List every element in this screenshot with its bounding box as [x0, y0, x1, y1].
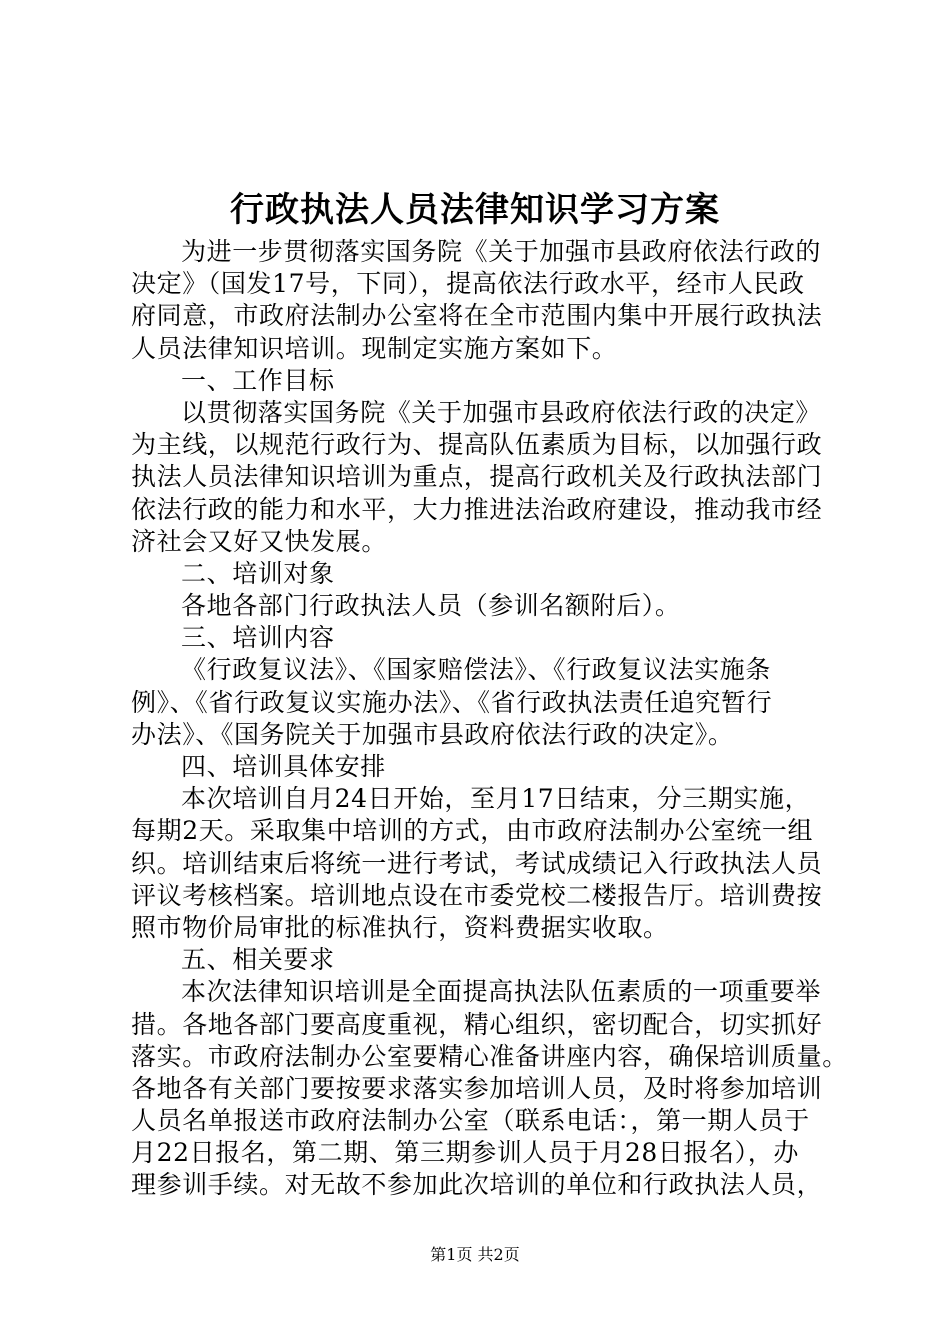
paragraph-line: 府同意，市政府法制办公室将在全市范围内集中开展行政执法 — [131, 301, 823, 331]
paragraph-line: 织。培训结束后将统一进行考试，考试成绩记入行政执法人员 — [131, 848, 823, 878]
paragraph-line: 评议考核档案。培训地点设在市委党校二楼报告厅。培训费按 — [131, 880, 823, 910]
paragraph-line: 照市物价局审批的标准执行，资料费据实收取。 — [131, 912, 669, 942]
section-heading: 二、培训对象 — [181, 558, 335, 588]
paragraph-line: 月22日报名，第二期、第三期参训人员于月28日报名），办 — [131, 1138, 799, 1168]
paragraph-line: 各地各部门行政执法人员（参训名额附后）。 — [181, 591, 681, 621]
document-title: 行政执法人员法律知识学习方案 — [230, 190, 720, 230]
paragraph-line: 人员名单报送市政府法制办公室（联系电话：，第一期人员于 — [131, 1106, 810, 1136]
paragraph-line: 措。各地各部门要高度重视，精心组织，密切配合，切实抓好 — [131, 1009, 823, 1039]
paragraph-line: 办法》、《国务院关于加强市县政府依法行政的决定》。 — [131, 719, 734, 749]
paragraph-line: 人员法律知识培训。现制定实施方案如下。 — [131, 333, 618, 363]
paragraph-line: 本次培训自月24日开始，至月17日结束，分三期实施， — [181, 784, 811, 814]
paragraph-line: 为进一步贯彻落实国务院《关于加强市县政府依法行政的 — [181, 237, 822, 266]
paragraph-line: 济社会又好又快发展。 — [131, 526, 388, 556]
section-heading: 四、培训具体安排 — [181, 752, 386, 781]
paragraph-line: 为主线，以规范行政行为、提高队伍素质为目标，以加强行政 — [131, 430, 823, 460]
paragraph-line: 依法行政的能力和水平，大力推进法治政府建设，推动我市经 — [131, 494, 823, 524]
paragraph-line: 每期2天。采取集中培训的方式，由市政府法制办公室统一组 — [131, 816, 814, 846]
paragraph-line: 本次法律知识培训是全面提高执法队伍素质的一项重要举 — [181, 977, 822, 1007]
paragraph-line: 执法人员法律知识培训为重点，提高行政机关及行政执法部门 — [131, 462, 823, 492]
paragraph-line: 各地各有关部门要按要求落实参加培训人员，及时将参加培训 — [131, 1073, 823, 1103]
section-heading: 一、工作目标 — [181, 365, 335, 395]
paragraph-line: 理参训手续。对无故不参加此次培训的单位和行政执法人员， — [131, 1170, 823, 1200]
paragraph-line: 《行政复议法》、《国家赔偿法》、《行政复议法实施条 — [181, 655, 772, 685]
section-heading: 五、相关要求 — [181, 945, 335, 975]
page-footer: 第1页 共2页 — [430, 1245, 520, 1264]
section-heading: 三、培训内容 — [181, 623, 335, 653]
paragraph-line: 决定》（国发17号，下同），提高依法行政水平，经市人民政 — [131, 269, 805, 299]
paragraph-line: 落实。市政府法制办公室要精心准备讲座内容，确保培训质量。 — [131, 1041, 848, 1071]
document-body — [131, 236, 847, 1202]
paragraph-line: 以贯彻落实国务院《关于加强市县政府依法行政的决定》 — [181, 397, 822, 427]
paragraph-line: 例》、《省行政复议实施办法》、《省行政执法责任追究暂行 — [131, 687, 773, 717]
